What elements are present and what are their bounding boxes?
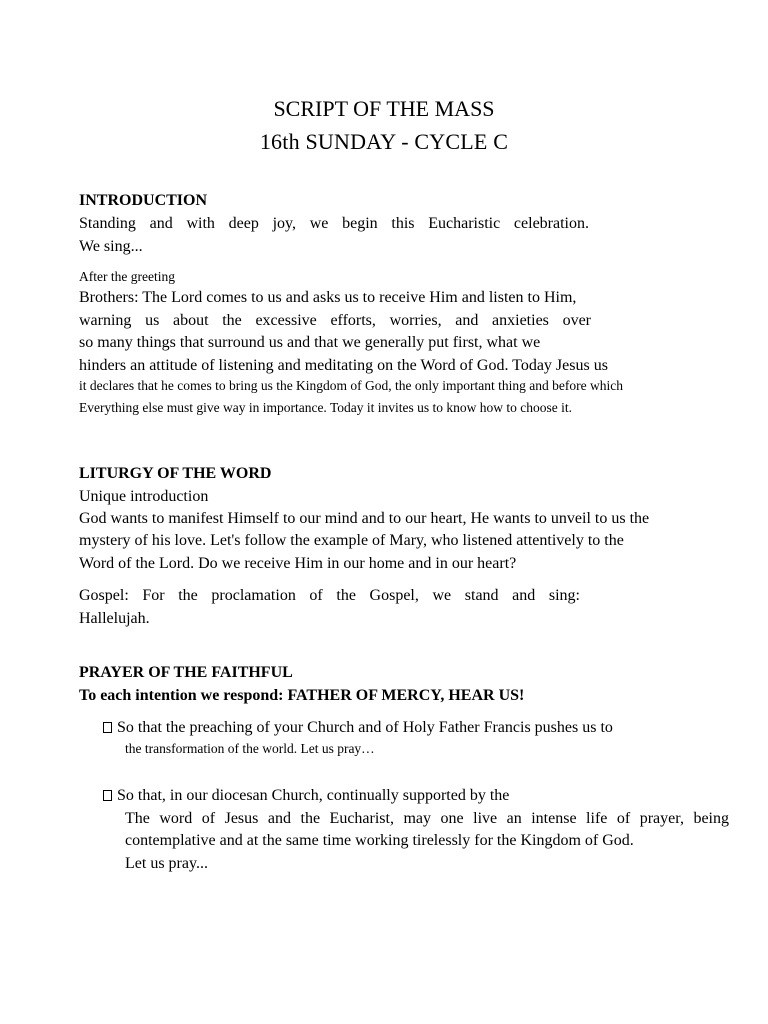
intention-2-line-1 xyxy=(103,786,509,806)
liturgy-paragraph-line-1: God wants to manifest Himself to our mind and to our heart, He wants to unveil to us the xyxy=(79,510,650,527)
introduction-heading: INTRODUCTION xyxy=(79,192,208,209)
intention-1-text: So that the preaching of your Church and of Holy Father Francis pushes us to xyxy=(117,719,613,736)
liturgy-heading: LITURGY OF THE WORD xyxy=(79,465,272,482)
introduction-paragraph-line-4: hinders an attitude of listening and meditating on the Word of God. Today Jesus us xyxy=(79,357,608,374)
introduction-line-1: Standing and with deep joy, we begin this Eucharistic celebration. xyxy=(79,215,589,232)
intention-2-line-4: Let us pray... xyxy=(125,855,208,872)
title-line-1: SCRIPT OF THE MASS xyxy=(273,96,495,121)
introduction-paragraph-line-1: Brothers: The Lord comes to us and asks us to receive Him and listen to Him, xyxy=(79,289,577,306)
checkbox-bullet-icon xyxy=(103,722,112,733)
title-line-2: 16th SUNDAY - CYCLE C xyxy=(259,129,509,154)
gospel-line-1: Gospel: For the proclamation of the Gospel, we stand and sing: xyxy=(79,587,580,604)
liturgy-paragraph-line-3: Word of the Lord. Do we receive Him in our home and in our heart? xyxy=(79,555,517,572)
prayer-response-instruction: To each intention we respond: FATHER OF MERCY, HEAR US! xyxy=(79,687,525,704)
intention-1-line-2: the transformation of the world. Let us pray… xyxy=(125,741,375,756)
introduction-paragraph-line-2: warning us about the excessive efforts, worries, and anxieties over xyxy=(79,312,591,329)
unique-introduction-label: Unique introduction xyxy=(79,488,209,505)
intention-2-line-3: contemplative and at the same time working tirelessly for the Kingdom of God. xyxy=(125,832,634,849)
introduction-paragraph-line-5: it declares that he comes to bring us the Kingdom of God, the only important thing and before which xyxy=(79,378,624,393)
introduction-paragraph-line-3: so many things that surround us and that we generally put first, what we xyxy=(79,334,541,351)
checkbox-bullet-icon xyxy=(103,790,112,801)
liturgy-paragraph-line-2: mystery of his love. Let's follow the example of Mary, who listened attentively to the xyxy=(79,532,624,549)
intention-2-text: So that, in our diocesan Church, continually supported by the xyxy=(117,787,510,804)
gospel-line-2: Hallelujah. xyxy=(79,610,150,627)
intention-2-line-2: The word of Jesus and the Eucharist, may one live an intense life of prayer, being xyxy=(125,810,729,827)
intention-1-line-1 xyxy=(103,718,613,738)
introduction-paragraph-line-6: Everything else must give way in importance. Today it invites us to know how to choose it. xyxy=(79,400,572,415)
prayer-heading: PRAYER OF THE FAITHFUL xyxy=(79,664,293,681)
introduction-line-2: We sing... xyxy=(79,238,143,255)
after-greeting-label: After the greeting xyxy=(79,269,175,284)
